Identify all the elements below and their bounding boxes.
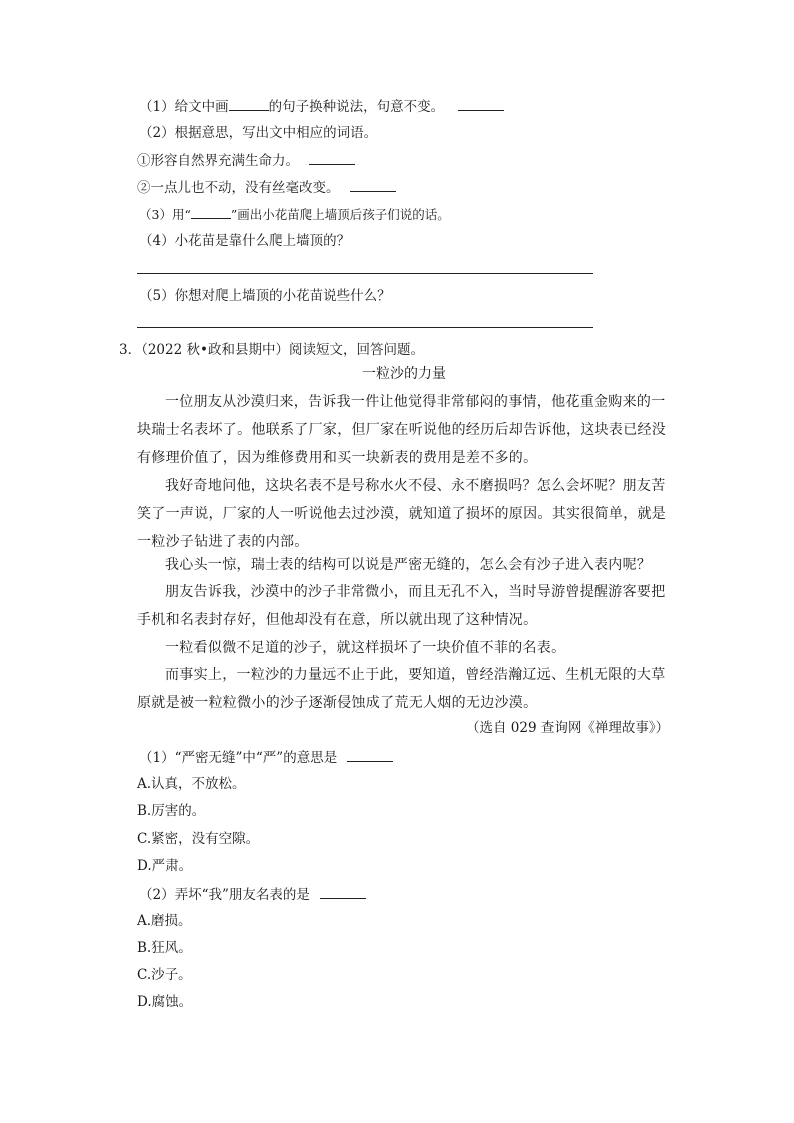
answer-blank[interactable] <box>320 884 366 899</box>
underline-marker <box>229 96 269 111</box>
q2-item-1 <box>139 96 504 117</box>
q2-item-3-text-a: （3）用“ <box>139 207 191 222</box>
option-d[interactable]: D.严肃。 <box>137 858 193 874</box>
q2-item-1-text-b: 的句子换种说法，句意不变。 <box>268 99 445 115</box>
answer-blank[interactable] <box>458 96 504 111</box>
quote-blank <box>191 204 231 219</box>
option-a[interactable]: A.磨损。 <box>137 913 192 929</box>
q3-sub1-text: （1）“严密无缝”中“严”的意思是 <box>139 750 338 766</box>
option-d[interactable]: D.腐蚀。 <box>137 994 193 1010</box>
q2-item-2-2-text: ②一点儿也不动，没有丝毫改变。 <box>137 180 340 196</box>
q2-item-2-text: （2）根据意思，写出文中相应的词语。 <box>139 125 378 141</box>
answer-blank[interactable] <box>347 747 393 762</box>
answer-blank[interactable] <box>309 150 355 165</box>
q2-item-3 <box>139 204 450 225</box>
q2-item-2-2 <box>137 177 396 198</box>
answer-blank[interactable] <box>350 177 396 192</box>
q2-item-3-text-b: ”画出小花苗爬上墙顶后孩子们说的话。 <box>230 207 450 222</box>
passage-paragraph-2: 我好奇地问他，这块名表不是号称水火不侵、永不磨损吗？怎么会坏呢？朋友苦笑了一声说，厂家的人一听说他去过沙漠，就知道了损坏的原因。其实很简单，就是一粒沙子钻进了表的内部。 <box>137 478 667 550</box>
option-b[interactable]: B.狂风。 <box>137 940 192 956</box>
answer-line-5[interactable] <box>137 327 593 328</box>
q3-header: 3．（2022 秋•政和县期中）阅读短文，回答问题。 <box>119 342 424 358</box>
q2-item-2-1-text: ①形容自然界充满生命力。 <box>137 153 299 169</box>
option-a[interactable]: A.认真，不放松。 <box>137 776 246 792</box>
passage-paragraph-6: 而事实上，一粒沙的力量远不止于此，要知道，曾经浩瀚辽远、生机无限的大草原就是被一粒粒微小的沙子逐渐侵蚀成了荒无人烟的无边沙漠。 <box>137 667 666 711</box>
q2-item-5 <box>139 286 391 306</box>
passage-paragraph-3: 我心头一惊，瑞士表的结构可以说是严密无缝的，怎么会有沙子进入表内呢？ <box>165 557 652 573</box>
passage-source: （选自 029 查询网《禅理故事》） <box>466 720 670 736</box>
q2-item-2 <box>139 123 377 143</box>
q3-sub2-text: （2）弄坏“我”朋友名表的是 <box>139 887 310 903</box>
q3-sub1-question <box>139 747 393 768</box>
q2-item-4-text: （4）小花苗是靠什么爬上墙顶的？ <box>139 233 351 249</box>
q2-item-2-1 <box>137 150 355 171</box>
q2-item-4 <box>139 231 350 251</box>
q2-item-5-text: （5）你想对爬上墙顶的小花苗说些什么？ <box>139 288 391 304</box>
q2-item-1-text-a: （1）给文中画 <box>139 99 229 115</box>
passage-paragraph-1: 一位朋友从沙漠归来，告诉我一件让他觉得非常郁闷的事情，他花重金购来的一块瑞士名表坏了。他联系了厂家，但厂家在听说他的经历后却告诉他，这块表已经没有修理价值了，因为维修费用和买一块新表的费用是差不多的。 <box>137 394 667 466</box>
q3-sub2-question <box>139 884 366 905</box>
passage-paragraph-4: 朋友告诉我，沙漠中的沙子非常微小，而且无孔不入，当时导游曾提醒游客要把手机和名表封存好，但他却没有在意，所以就出现了这种情况。 <box>137 584 666 628</box>
option-c[interactable]: C.沙子。 <box>137 967 192 983</box>
option-c[interactable]: C.紧密，没有空隙。 <box>137 831 260 847</box>
passage-title: 一粒沙的力量 <box>362 366 446 382</box>
answer-line-4[interactable] <box>137 273 593 274</box>
passage-paragraph-5: 一粒看似微不足道的沙子，就这样损坏了一块价值不菲的名表。 <box>165 640 566 656</box>
option-b[interactable]: B.厉害的。 <box>137 803 206 819</box>
